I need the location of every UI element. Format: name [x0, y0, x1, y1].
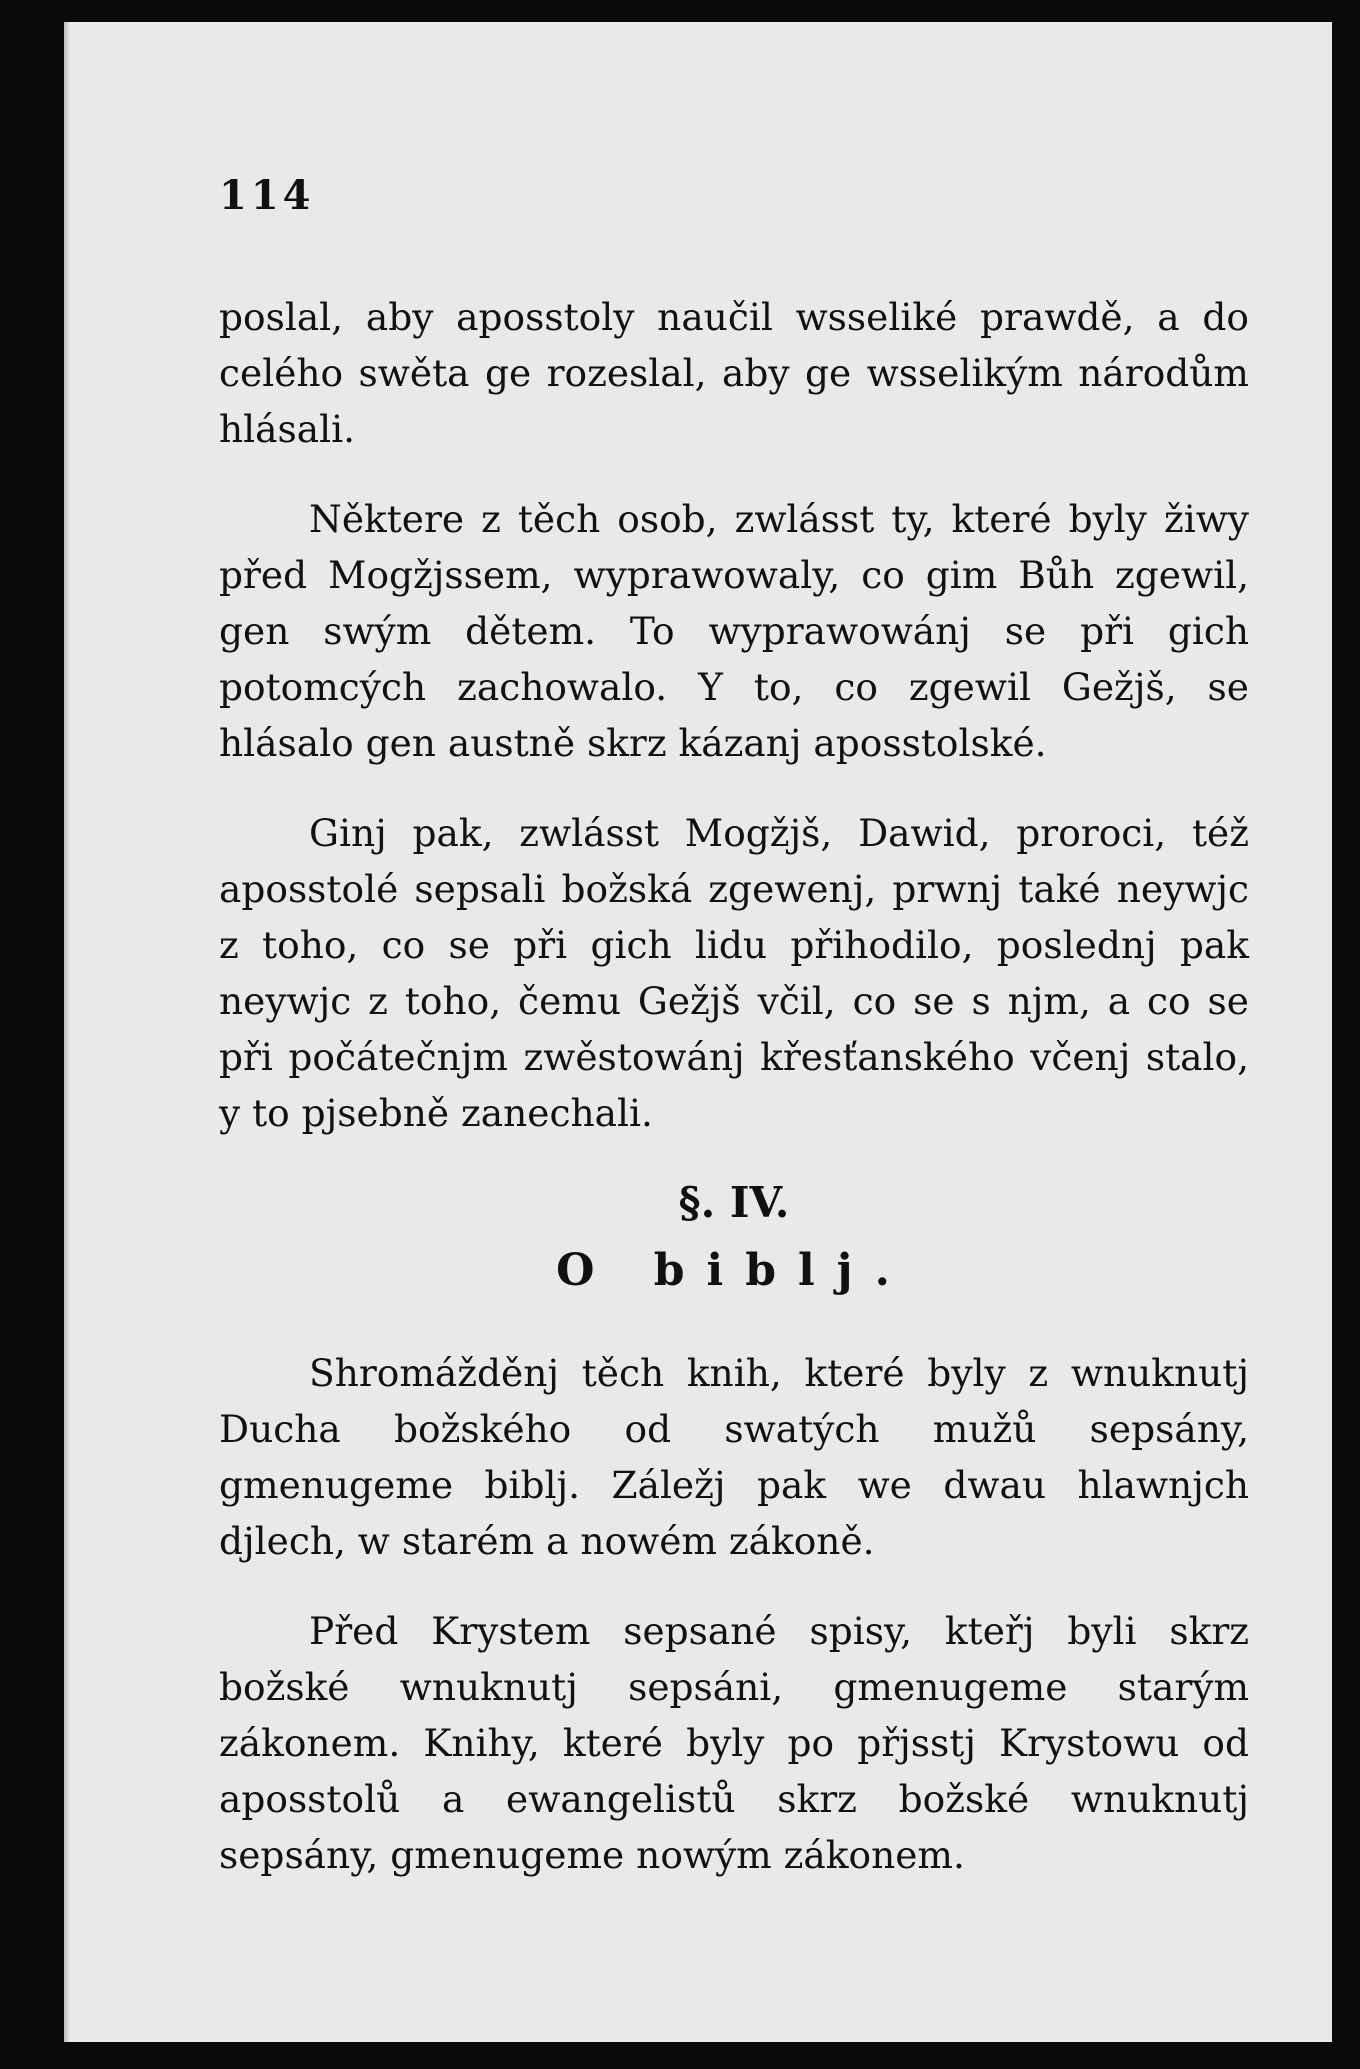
paragraph-3: Ginj pak, zwlásst Mogžjš, Dawid, proroci, též aposstolé sepsali božská zgewenj, prwnj také neywjc z toho, co se při gich lidu přihodilo, poslednj pak neywjc z toho, čemu Gežjš včil, co se s njm, a co se při počátečnjm zwěstowánj křesťanského včenj stalo, y to pjsebně zanechali. [219, 811, 1249, 1135]
section-title: O biblj. [556, 1245, 912, 1296]
section-number: §. IV. [678, 1178, 790, 1227]
page-text [219, 172, 1249, 1917]
book-page [64, 22, 1332, 2042]
paragraph-1: poslal, aby aposstoly naučil wsseliké prawdě, a do celého swěta ge rozeslal, aby ge wsselikým národům hlásali. [219, 295, 1249, 451]
paragraph-4: Shromážděnj těch knih, které byly z wnuknutj Ducha božského od swatých mužů sepsány, gmenugeme biblj. Záležj pak we dwau hlawnjch djlech, w starém a nowém zákoně. [219, 1351, 1249, 1563]
paragraph-2: Některe z těch osob, zwlásst ty, které byly žiwy před Mogžjssem, wyprawowaly, co gim Bůh zgewil, gen swým dětem. To wyprawowánj se při gich potomcých zachowalo. Y to, co zgewil Gežjš, se hlásalo gen austně skrz kázanj aposstolské. [219, 497, 1249, 765]
page-number: 114 [219, 172, 315, 219]
paragraph-5: Před Krystem sepsané spisy, kteřj byli skrz božské wnuknutj sepsáni, gmenugeme starým zákonem. Knihy, které byly po přjsstj Krystowu od aposstolů a ewangelistů skrz božské wnuknutj sepsány, gmenugeme nowým zákonem. [219, 1609, 1249, 1877]
